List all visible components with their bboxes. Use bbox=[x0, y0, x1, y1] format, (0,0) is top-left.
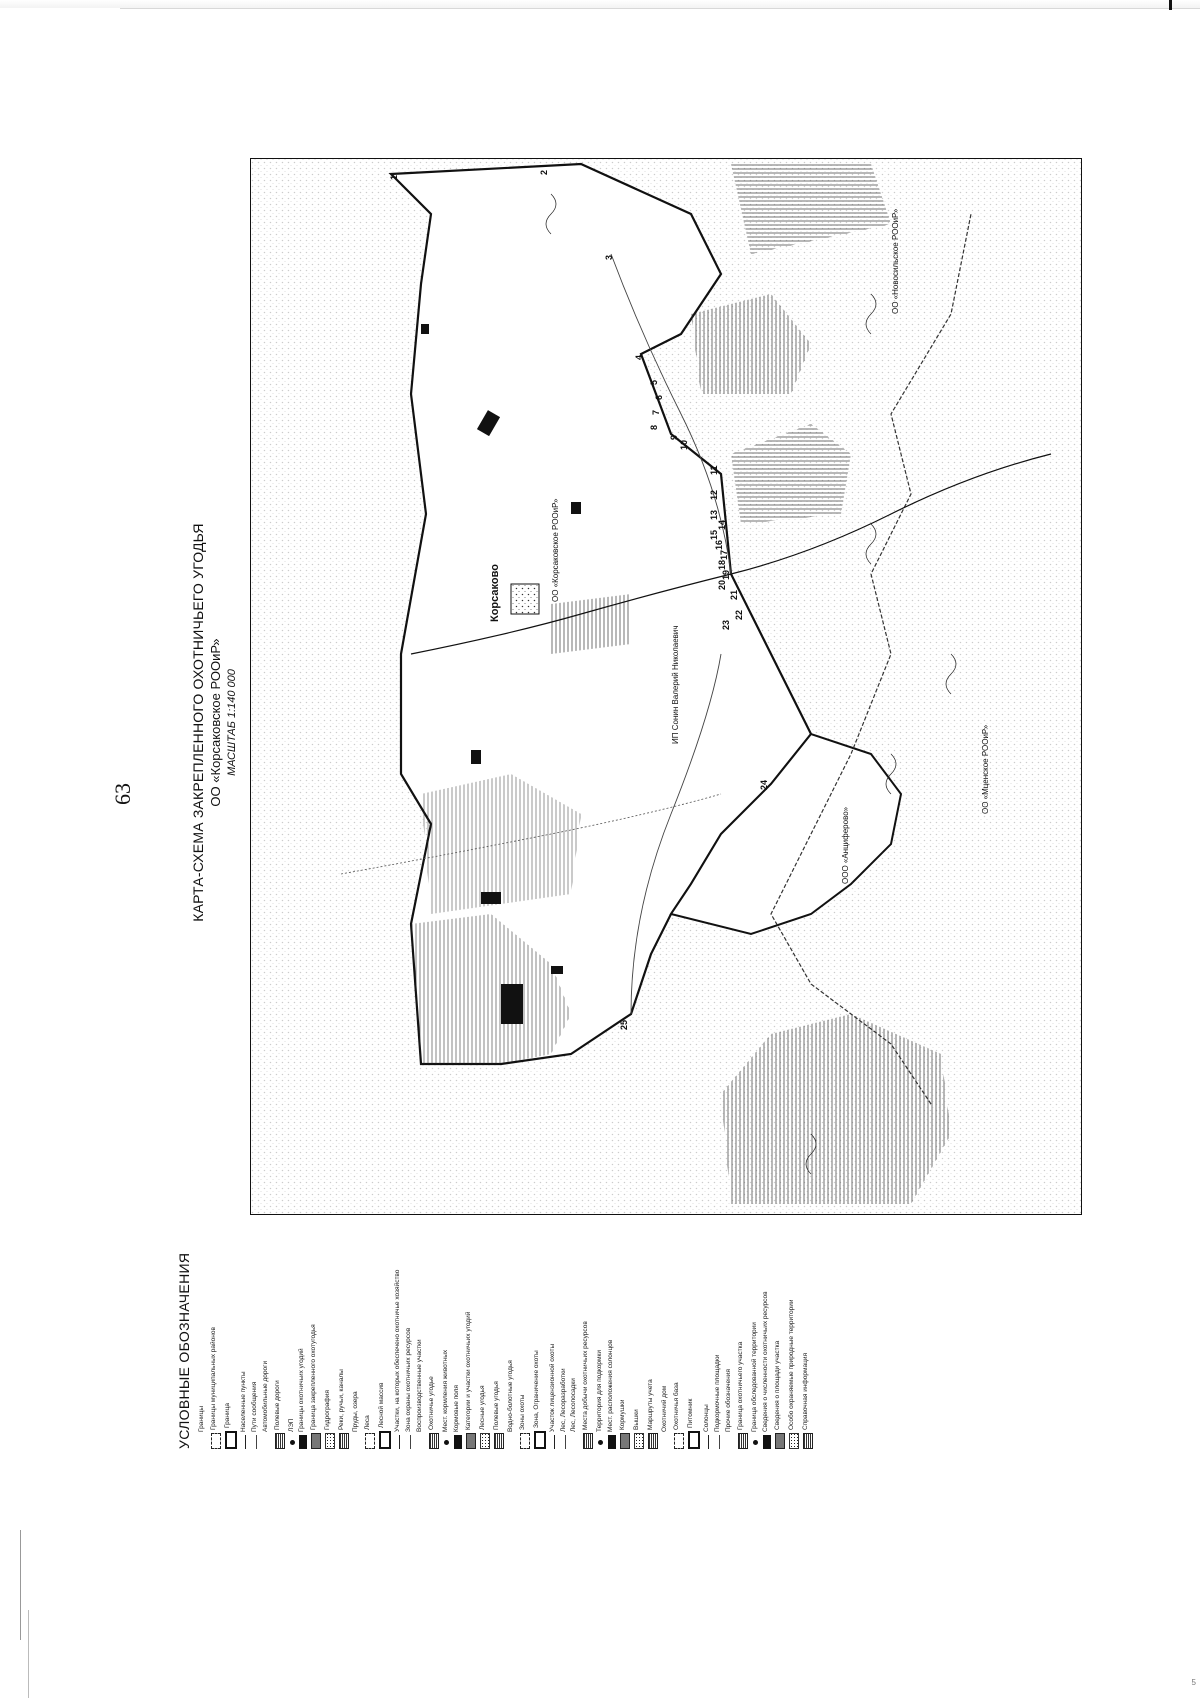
boundary-point-number: 16 bbox=[714, 539, 724, 550]
legend-item-label: Полевые угодья bbox=[492, 1381, 500, 1430]
legend-swatch bbox=[353, 1435, 361, 1449]
boundary-point-number: 21 bbox=[729, 589, 739, 600]
legend-item bbox=[661, 1223, 670, 1449]
legend-swatch bbox=[719, 1435, 720, 1449]
legend-item bbox=[298, 1223, 307, 1449]
legend-item bbox=[198, 1223, 207, 1449]
legend-item bbox=[442, 1223, 450, 1449]
legend-swatch bbox=[534, 1431, 546, 1449]
legend-item-label: Питомник bbox=[687, 1398, 695, 1428]
legend-item-label: Граница закрепленного охотугодья bbox=[310, 1324, 318, 1430]
legend-swatch bbox=[620, 1433, 630, 1449]
legend-swatch bbox=[554, 1435, 555, 1449]
boundary-point-number: 22 bbox=[734, 609, 744, 620]
legend-item bbox=[762, 1223, 771, 1449]
boundary-point-number: 24 bbox=[759, 779, 769, 790]
legend-item bbox=[725, 1223, 734, 1449]
legend-swatch bbox=[365, 1433, 375, 1449]
legend-item-label: Гидрография bbox=[324, 1390, 332, 1430]
map-label-mcensk: ОО «Мценское РООиР» bbox=[981, 724, 990, 814]
legend-item bbox=[240, 1223, 248, 1449]
legend-swatch bbox=[211, 1433, 221, 1449]
legend-panel bbox=[170, 1215, 1080, 1455]
legend-item-label: Лес, Лесоразработки bbox=[559, 1368, 567, 1432]
legend-swatch bbox=[399, 1435, 400, 1449]
legend-item bbox=[262, 1223, 271, 1449]
legend-swatch bbox=[648, 1433, 658, 1449]
legend-swatch bbox=[583, 1433, 593, 1449]
legend-item-label: Границы охотничьих угодий bbox=[298, 1348, 306, 1432]
boundary-point-number: 6 bbox=[654, 394, 664, 400]
rotated-map-sheet bbox=[170, 160, 1080, 1455]
legend-item bbox=[251, 1223, 259, 1449]
legend-item bbox=[703, 1223, 711, 1449]
town-label-korsakovo: Корсаково bbox=[489, 564, 501, 622]
legend-item bbox=[416, 1223, 425, 1449]
legend-item bbox=[364, 1223, 375, 1449]
boundary-point-number: 7 bbox=[651, 409, 661, 415]
boundary-point-number: 19 bbox=[721, 569, 731, 580]
legend-item bbox=[533, 1223, 546, 1449]
legend-item-label: Места добычи охотничьих ресурсов bbox=[582, 1321, 590, 1430]
legend-swatch bbox=[674, 1433, 684, 1449]
boundary-point-number: 3 bbox=[604, 254, 614, 260]
legend-swatch bbox=[480, 1433, 490, 1449]
legend-swatch bbox=[275, 1433, 285, 1449]
legend-swatch bbox=[379, 1431, 391, 1449]
map-label-anciferovo: ООО «Анциферово» bbox=[841, 806, 850, 884]
boundary-point-number: 25 bbox=[619, 1019, 629, 1030]
boundary-point-number: 2 bbox=[539, 169, 549, 175]
legend-item bbox=[751, 1223, 759, 1449]
legend-swatch bbox=[325, 1433, 335, 1449]
legend-swatch bbox=[708, 1435, 709, 1449]
legend-swatch bbox=[662, 1435, 670, 1449]
legend-swatch bbox=[466, 1433, 476, 1449]
legend-item-label: Лес, Лесопосадки bbox=[570, 1378, 578, 1432]
map-title: КАРТА-СХЕМА ЗАКРЕПЛЕННОГО ОХОТНИЧЬЕГО УГОДЬЯ bbox=[190, 523, 206, 922]
legend-item-label: Лесные угодья bbox=[478, 1385, 486, 1430]
legend-item bbox=[507, 1223, 516, 1449]
legend-item bbox=[310, 1223, 321, 1449]
legend-swatch bbox=[256, 1435, 257, 1449]
scan-top-edge bbox=[0, 0, 1200, 8]
legend-swatch bbox=[634, 1433, 644, 1449]
legend-item-label: Зоны охоты bbox=[518, 1394, 526, 1430]
settlement-block-7 bbox=[571, 502, 581, 514]
legend-item bbox=[479, 1223, 490, 1449]
legend-swatch bbox=[263, 1435, 271, 1449]
legend-swatch bbox=[753, 1440, 758, 1445]
legend-item bbox=[274, 1223, 285, 1449]
legend-swatch bbox=[311, 1433, 321, 1449]
legend-item-label: ЛЭП bbox=[287, 1418, 295, 1432]
legend-item bbox=[774, 1223, 785, 1449]
legend-item-label: Водно-болотные угодья bbox=[506, 1360, 514, 1432]
legend-item bbox=[633, 1223, 644, 1449]
legend-item-label: Границы bbox=[198, 1406, 205, 1432]
legend-item bbox=[596, 1223, 604, 1449]
legend-swatch bbox=[571, 1435, 579, 1449]
scan-margin-line bbox=[28, 1610, 29, 1698]
boundary-point-number: 12 bbox=[709, 489, 719, 500]
boundary-point-number: 1 bbox=[389, 174, 399, 180]
legend-item bbox=[453, 1223, 462, 1449]
boundary-point-number: 18 bbox=[717, 559, 727, 570]
settlement-block-2 bbox=[471, 750, 481, 764]
map-subtitle: ОО «Корсаковское РООиР» bbox=[208, 638, 223, 807]
legend-item-label: Лесной массив bbox=[378, 1382, 386, 1428]
legend-swatch bbox=[199, 1435, 207, 1449]
map-label-owner: ОО «Корсаковское РООиР» bbox=[551, 498, 560, 602]
boundary-point-number: 8 bbox=[649, 424, 659, 430]
legend-swatch bbox=[299, 1435, 307, 1449]
legend-swatch bbox=[508, 1435, 516, 1449]
legend-item bbox=[802, 1223, 813, 1449]
map-drawing bbox=[251, 159, 1081, 1214]
legend-item-label: Подкормочные площадки bbox=[713, 1354, 721, 1432]
map-frame bbox=[250, 158, 1082, 1215]
legend-swatch bbox=[775, 1433, 785, 1449]
legend-item bbox=[394, 1223, 402, 1449]
legend-item-label: Границы муниципальных районов bbox=[210, 1327, 217, 1430]
legend-item-label: Леса bbox=[364, 1415, 372, 1430]
legend-swatch bbox=[688, 1431, 700, 1449]
legend-item bbox=[607, 1223, 616, 1449]
settlement-block-1 bbox=[501, 984, 523, 1024]
legend-item bbox=[224, 1223, 237, 1449]
settlement-block-4 bbox=[421, 324, 429, 334]
boundary-point-number: 5 bbox=[649, 379, 659, 385]
legend-item-label: Охотничья база bbox=[673, 1382, 681, 1430]
legend-swatch bbox=[803, 1433, 813, 1449]
legend-item-label: Пути сообщения bbox=[250, 1381, 258, 1432]
legend-item-label: Участки, на которых обеспечено охотничье хозяйство bbox=[394, 1269, 402, 1432]
legend-swatch bbox=[417, 1435, 425, 1449]
legend-swatch bbox=[454, 1435, 462, 1449]
legend-swatch bbox=[225, 1431, 237, 1449]
boundary-point-number: 4 bbox=[634, 354, 644, 360]
legend-item-label: Охотничье угодье bbox=[427, 1376, 435, 1430]
legend-item bbox=[288, 1223, 296, 1449]
legend-item bbox=[324, 1223, 335, 1449]
legend-item bbox=[378, 1223, 391, 1449]
legend-swatch bbox=[494, 1433, 504, 1449]
boundary-point-number: 20 bbox=[717, 579, 727, 590]
legend-item-label: Граница обследованной территории bbox=[750, 1322, 758, 1432]
legend-item bbox=[737, 1223, 748, 1449]
settlement-block-5 bbox=[481, 892, 501, 904]
legend-item bbox=[493, 1223, 504, 1449]
legend-item-label: Населенные пункты bbox=[240, 1371, 247, 1432]
legend-item-label: Вышки bbox=[633, 1409, 641, 1430]
legend-item-label: Граница bbox=[224, 1403, 231, 1428]
legend-swatch bbox=[738, 1433, 748, 1449]
legend-swatch bbox=[429, 1433, 439, 1449]
legend-item-label: Мест. расположения солонцов bbox=[607, 1339, 615, 1432]
boundary-point-number: 13 bbox=[709, 509, 719, 520]
legend-item bbox=[673, 1223, 684, 1449]
boundary-point-number: 11 bbox=[709, 465, 719, 475]
legend-item-label: Реки, ручьи, каналы bbox=[338, 1369, 346, 1430]
legend-item-label: Особо охраняемые природные территории bbox=[787, 1299, 795, 1430]
legend-item-label: Граница охотничьего участка bbox=[736, 1341, 744, 1430]
legend-swatch bbox=[245, 1435, 246, 1449]
page-border-mark bbox=[1169, 0, 1172, 10]
legend-item bbox=[560, 1223, 568, 1449]
boundary-point-number: 17 bbox=[719, 549, 729, 560]
legend-item-label: Пруды, озера bbox=[352, 1391, 360, 1432]
legend-item-label: Маршруты учета bbox=[647, 1379, 655, 1430]
legend-swatch bbox=[444, 1440, 449, 1445]
page-number: 63 bbox=[110, 783, 135, 805]
legend-item bbox=[352, 1223, 361, 1449]
legend-item bbox=[687, 1223, 700, 1449]
legend-swatch bbox=[565, 1435, 566, 1449]
legend-item-label: Зона, Ограничение охоты bbox=[532, 1350, 540, 1428]
legend-item bbox=[519, 1223, 530, 1449]
legend-swatch bbox=[339, 1433, 349, 1449]
legend-item-label: Сведения о площади участка bbox=[773, 1340, 781, 1430]
legend-swatch bbox=[598, 1440, 603, 1445]
legend-item-label: Полевые дороги bbox=[273, 1380, 281, 1430]
boundary-point-number: 10 bbox=[679, 439, 689, 450]
legend-swatch bbox=[726, 1435, 734, 1449]
legend-item-label: Участок лицензионной охоты bbox=[548, 1343, 556, 1432]
legend-item bbox=[647, 1223, 658, 1449]
boundary-point-number: 23 bbox=[721, 619, 731, 630]
map-scale: МАСШТАБ 1:140 000 bbox=[226, 669, 238, 776]
legend-swatch bbox=[520, 1433, 530, 1449]
legend-item bbox=[210, 1223, 221, 1449]
legend-swatch bbox=[789, 1433, 799, 1449]
legend-item-label: Зона охраны охотничьих ресурсов bbox=[405, 1327, 413, 1432]
map-label-sonin: ИП Сонин Валерий Николаевич bbox=[671, 625, 680, 744]
legend-title: УСЛОВНЫЕ ОБОЗНАЧЕНИЯ bbox=[176, 1252, 192, 1449]
legend-item-label: Охотничий дом bbox=[661, 1385, 669, 1432]
legend-item bbox=[788, 1223, 799, 1449]
legend-item bbox=[338, 1223, 349, 1449]
boundary-point-number: 9 bbox=[669, 434, 679, 440]
legend-item-label: Автомобильные дороги bbox=[261, 1360, 269, 1432]
legend-item-label: Кормушки bbox=[619, 1399, 627, 1430]
legend-item-label: Территория для подкормки bbox=[596, 1350, 604, 1432]
top-rule bbox=[120, 8, 1200, 9]
legend-swatch bbox=[763, 1435, 771, 1449]
korsakovo-settlement bbox=[511, 584, 539, 614]
legend-item bbox=[465, 1223, 476, 1449]
legend-item-label: Мест. кормления животных bbox=[441, 1349, 449, 1432]
corner-mark: 5 bbox=[1191, 1678, 1196, 1687]
legend-item bbox=[714, 1223, 722, 1449]
legend-item bbox=[582, 1223, 593, 1449]
legend-item bbox=[428, 1223, 439, 1449]
legend-item bbox=[549, 1223, 557, 1449]
legend-item-label: Солонцы bbox=[703, 1404, 711, 1432]
legend-item bbox=[619, 1223, 630, 1449]
legend-swatch bbox=[608, 1435, 616, 1449]
legend-item-label: Кормовые поля bbox=[452, 1385, 460, 1432]
legend-swatch bbox=[290, 1440, 295, 1445]
legend-list bbox=[198, 1223, 816, 1449]
settlement-block-6 bbox=[551, 966, 563, 974]
map-label-novosil: ОО «Новосильское РООиР» bbox=[891, 208, 900, 314]
legend-item-label: Воспроизводственные участки bbox=[415, 1339, 423, 1432]
legend-item-label: Категории и участки охотничьих угодий bbox=[464, 1311, 472, 1430]
scan-margin-mark bbox=[20, 1530, 25, 1640]
legend-item-label: Прочие обозначения bbox=[724, 1369, 732, 1432]
legend-item bbox=[405, 1223, 413, 1449]
boundary-point-number: 14 bbox=[717, 519, 727, 530]
legend-item-label: Сведения о численности охотничьих ресурсов bbox=[761, 1291, 769, 1432]
legend-item bbox=[570, 1223, 579, 1449]
legend-item-label: Справочная информация bbox=[801, 1353, 809, 1430]
boundary-point-number: 15 bbox=[709, 529, 719, 540]
legend-swatch bbox=[410, 1435, 411, 1449]
